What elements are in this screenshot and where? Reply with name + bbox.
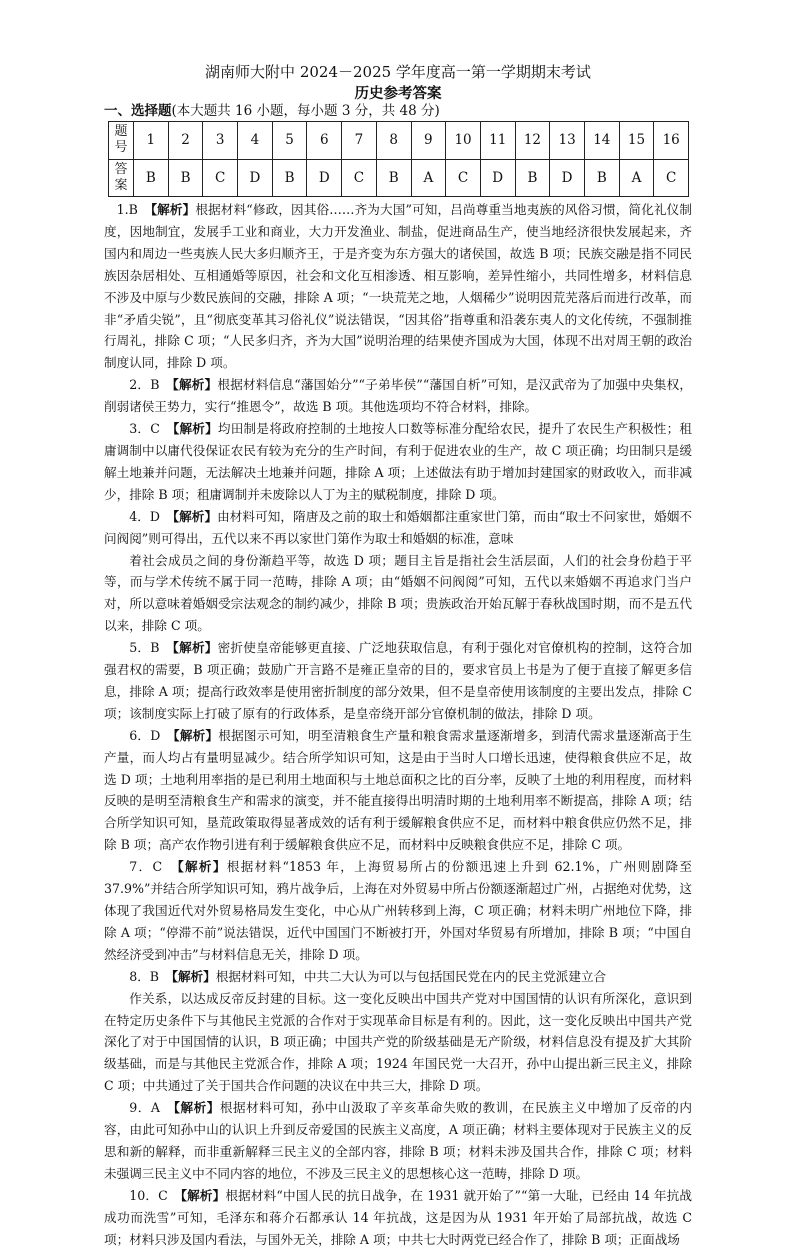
answer-cell: A [619, 159, 654, 197]
section-heading [104, 102, 440, 120]
explanation-paragraph-continued [104, 550, 692, 638]
explanation-text: 均田制是将政府控制的土地按人口数等标准分配给农民，提升了农民生产积极性；租庸调制中以庸代役保证农民有较为充分的生产时间，有利于促进农业的生产，故 C 项正确；均田制只是缓解土地兼并问题，无法解决土地兼并问题，排除 A 项；上述做法有助于增加封建国家的财政收入，而非减少，排除 B 项；租庸调制并未废除以人丁为主的赋税制度，排除 D 项。 [104, 421, 693, 502]
answer-cell: B [168, 159, 203, 197]
explanation-paragraph [104, 199, 692, 374]
question-number: 15 [619, 122, 654, 160]
answer-cell: B [272, 159, 307, 197]
explanation-paragraph [104, 966, 692, 988]
explanation-text: 根据材料“1853 年，上海贸易所占的份额迅速上升到 62.1%，广州则剧降至 37.9%”并结合所学知识可知，鸦片战争后，上海在对外贸易中所占份额逐渐超过广州，占据绝对优势，这体现了我国近代对外贸易格局发生变化，中心从广州转移到上海，C 项正确；材料未明广州地位下降，排除 A 项；“停滞不前”说法错误，近代中国国门不断被打开，外国对华贸易有所增加，排除 B 项；“中国自然经济受到冲击”与材料信息无关，排除 D 项。 [104, 859, 693, 962]
question-number: 2 [168, 122, 203, 160]
explanation-paragraph [104, 506, 692, 550]
analysis-tag: 【解析】 [172, 508, 218, 524]
question-number: 5 [272, 122, 307, 160]
explanation-text: 根据材料“修政，因其俗……齐为大国”可知，吕尚尊重当地夷族的风俗习惯，简化礼仪制度，因地制宜，发展手工业和商业，大力开发渔业、制盐，促进商品生产，使当地经济很快发展起来，齐国内和周边一些夷族人民大多归顺齐王，于是齐变为东方强大的诸侯国，故选 B 项；民族交融是指不同民族因杂居相处、互相通婚等原因，社会和文化互相渗透、相互影响，差异性缩小，共同性增多，材料信息不涉及中原与少数民族间的交融，排除 A 项；“一块荒芜之地，人烟稀少”说明因荒芜落后而进行改革，而非“矛盾尖锐”，且“彻底变革其习俗礼仪”说法错误，“因其俗”指尊重和沿袭东夷人的文化传统，不强制推行周礼，排除 C 项；“人民多归齐，齐为大国”说明治理的结果使齐国成为大国，体现不出对周王朝的政治制度认同，排除 D 项。 [104, 202, 692, 371]
explanation-text: 密折使皇帝能够更直接、广泛地获取信息，有利于强化对官僚机构的控制，这符合加强君权的需要，B 项正确；鼓励广开言路不是雍正皇帝的目的，要求官员上书是为了便于直接了解更多信息，排除 A 项；提高行政效率是使用密折制度的部分效果，但不是皇帝使用该制度的主要出发点，排除 C 项；该制度实际上打破了原有的行政体系，是皇帝绕开部分官僚机制的做法，排除 D 项。 [104, 640, 693, 721]
answer-cell: B [134, 159, 169, 197]
analysis-tag: 【解析】 [171, 968, 216, 984]
answer-label: 10．C [129, 1187, 168, 1203]
answer-row [109, 159, 689, 197]
explanation-text: 根据材料可知，中共二大认为可以与包括国民党在内的民主党派建立合 [215, 968, 607, 984]
explanation-paragraph [104, 637, 692, 725]
answer-label: 9．A [129, 1100, 160, 1116]
question-number: 11 [480, 122, 515, 160]
analysis-tag: 【解析】 [172, 640, 218, 656]
document-title: 湖南师大附中 2024－2025 学年度高一第一学期期末考试 [205, 63, 591, 81]
explanation-paragraph [104, 1097, 692, 1185]
row-label-question: 题号 [109, 122, 134, 160]
answer-cell: C [203, 159, 238, 197]
explanation-paragraph [104, 1185, 692, 1251]
question-number: 14 [584, 122, 619, 160]
row-label-answer: 答案 [109, 159, 134, 197]
document-subtitle: 历史参考答案 [354, 85, 442, 102]
question-number: 6 [307, 122, 342, 160]
explanation-text: 根据材料“中国人民的抗日战争，在 1931 就开始了”“第一大耻，已经由 14 年抗战成功而洗雪”可知，毛泽东和蒋介石都承认 14 年抗战，这是因为从 1931 年开始了局部抗战，故选 C 项；材料只涉及国内看法，与国外无关，排除 A 项；中共七大时两党已经合作了，排除 B 项；正面战场 [104, 1187, 693, 1247]
question-number: 13 [550, 122, 585, 160]
answer-cell: C [446, 159, 481, 197]
explanation-paragraph [104, 725, 692, 856]
question-number: 10 [446, 122, 481, 160]
answer-cell: B [376, 159, 411, 197]
explanation-paragraph [104, 856, 692, 966]
answer-cell: C [654, 159, 689, 197]
question-number: 12 [515, 122, 550, 160]
analysis-tag: 【解析】 [177, 859, 227, 875]
answer-label: 4．D [129, 508, 161, 524]
analysis-tag: 【解析】 [172, 377, 218, 393]
explanation-text: 根据材料信息“藩国始分”“子弟毕侯”“藩国自析”可知，是汉武帝为了加强中央集权，削弱诸侯王势力，实行“推恩令”，故选 B 项。其他选项均不符合材料，排除。 [104, 377, 692, 415]
analysis-tag: 【解析】 [180, 1187, 226, 1203]
answer-cell: C [342, 159, 377, 197]
answer-table [108, 121, 689, 197]
answer-label: 7．C [129, 859, 163, 875]
question-number: 8 [376, 122, 411, 160]
analysis-tag: 【解析】 [173, 1100, 220, 1116]
analysis-tag: 【解析】 [173, 727, 219, 743]
analysis-tag: 【解析】 [150, 202, 196, 217]
answer-cell: B [515, 159, 550, 197]
explanation-text: 着社会成员之间的身份渐趋平等，故选 D 项；题目主旨是指社会生活层面，人们的社会身份趋于平等，而与学术传统不属于同一范畴，排除 A 项；由“婚姻不问阀阅”可知，五代以来婚姻不再追求门当户对，所以意味着婚姻受宗法观念的制约减少，排除 B 项；贵族政治开始瓦解于春秋战国时期，而不是五代以来，排除 C 项。 [104, 552, 692, 634]
question-number: 1 [134, 122, 169, 160]
analysis-tag: 【解析】 [172, 421, 218, 437]
section-note: (本大题共 16 小题，每小题 3 分，共 48 分) [171, 103, 440, 119]
answer-cell: D [550, 159, 585, 197]
question-number: 3 [203, 122, 238, 160]
explanation-text: 根据图示可知，明至清粮食生产量和粮食需求量逐渐增多，到清代需求量逐渐高于生产量，而人均占有量明显减少。结合所学知识可知，这是由于当时人口增长迅速，使得粮食供应不足，故选 D 项；土地利用率指的是已利用土地面积与土地总面积之比的百分率，反映了土地的利用程度，而材料反映的是明至清粮食生产和需求的演变，并不能直接得出明清时期的土地利用率不断提高，排除 A 项；结合所学知识可知，垦荒政策取得显著成效的话有利于缓解粮食供应不足，而材料中粮食供应仍然不足，排除 B 项；高产农作物引进有利于缓解粮食供应不足，而材料中反映粮食供应不足，排除 C 项。 [104, 727, 692, 853]
explanation-text: 由材料可知，隋唐及之前的取士和婚姻都注重家世门第，而由“取士不问家世，婚姻不问阀阅”则可得出，五代以来不再以家世门第作为取士和婚姻的标准，意味 [104, 508, 692, 546]
answer-cell: A [411, 159, 446, 197]
explanation-text: 作关系，以达成反帝反封建的目标。这一变化反映出中国共产党对中国国情的认识有所深化，意识到在特定历史条件下与其他民主党派的合作对于实现革命目标是有利的。因此，这一变化反映出中国共产党深化了对于中国国情的认识，B 项正确；中国共产党的阶级基础是无产阶级，材料信息没有提及扩大其阶级基础，而是与其他民主党派合作，排除 A 项；1924 年国民党一大召开，孙中山提出新三民主义，排除 C 项；中共通过了关于国共合作问题的决议在中共三大，排除 D 项。 [104, 990, 692, 1094]
answer-cell: D [480, 159, 515, 197]
answer-label: 6．D [129, 727, 161, 743]
answer-label: 3．C [129, 421, 160, 437]
explanation-paragraph-continued [104, 988, 692, 1098]
answer-label: 2．B [129, 377, 160, 393]
question-number: 9 [411, 122, 446, 160]
question-number: 7 [342, 122, 377, 160]
answer-cell: D [238, 159, 273, 197]
explanation-paragraph [104, 418, 692, 506]
question-number-row [109, 122, 689, 160]
question-number: 16 [654, 122, 689, 160]
answer-cell: D [307, 159, 342, 197]
explanations [104, 199, 692, 1251]
answer-cell: B [584, 159, 619, 197]
answer-label: 8．B [129, 968, 160, 984]
explanation-text: 根据材料可知，孙中山汲取了辛亥革命失败的教训，在民族主义中增加了反帝的内容，由此可知孙中山的认识上升到反帝爱国的民族主义高度，A 项正确；材料主要体现对于民族主义的反思和新的解释，而非重新解释三民主义的全部内容，排除 B 项；材料未涉及国共合作，排除 C 项；材料未强调三民主义中不同内容的地位，不涉及三民主义的思想核心这一范畴，排除 D 项。 [104, 1100, 693, 1181]
section-label: 一、选择题 [104, 103, 172, 119]
question-number: 4 [238, 122, 273, 160]
answer-label: 1.B [116, 202, 138, 217]
explanation-paragraph [104, 374, 692, 418]
answer-label: 5．B [129, 640, 160, 656]
